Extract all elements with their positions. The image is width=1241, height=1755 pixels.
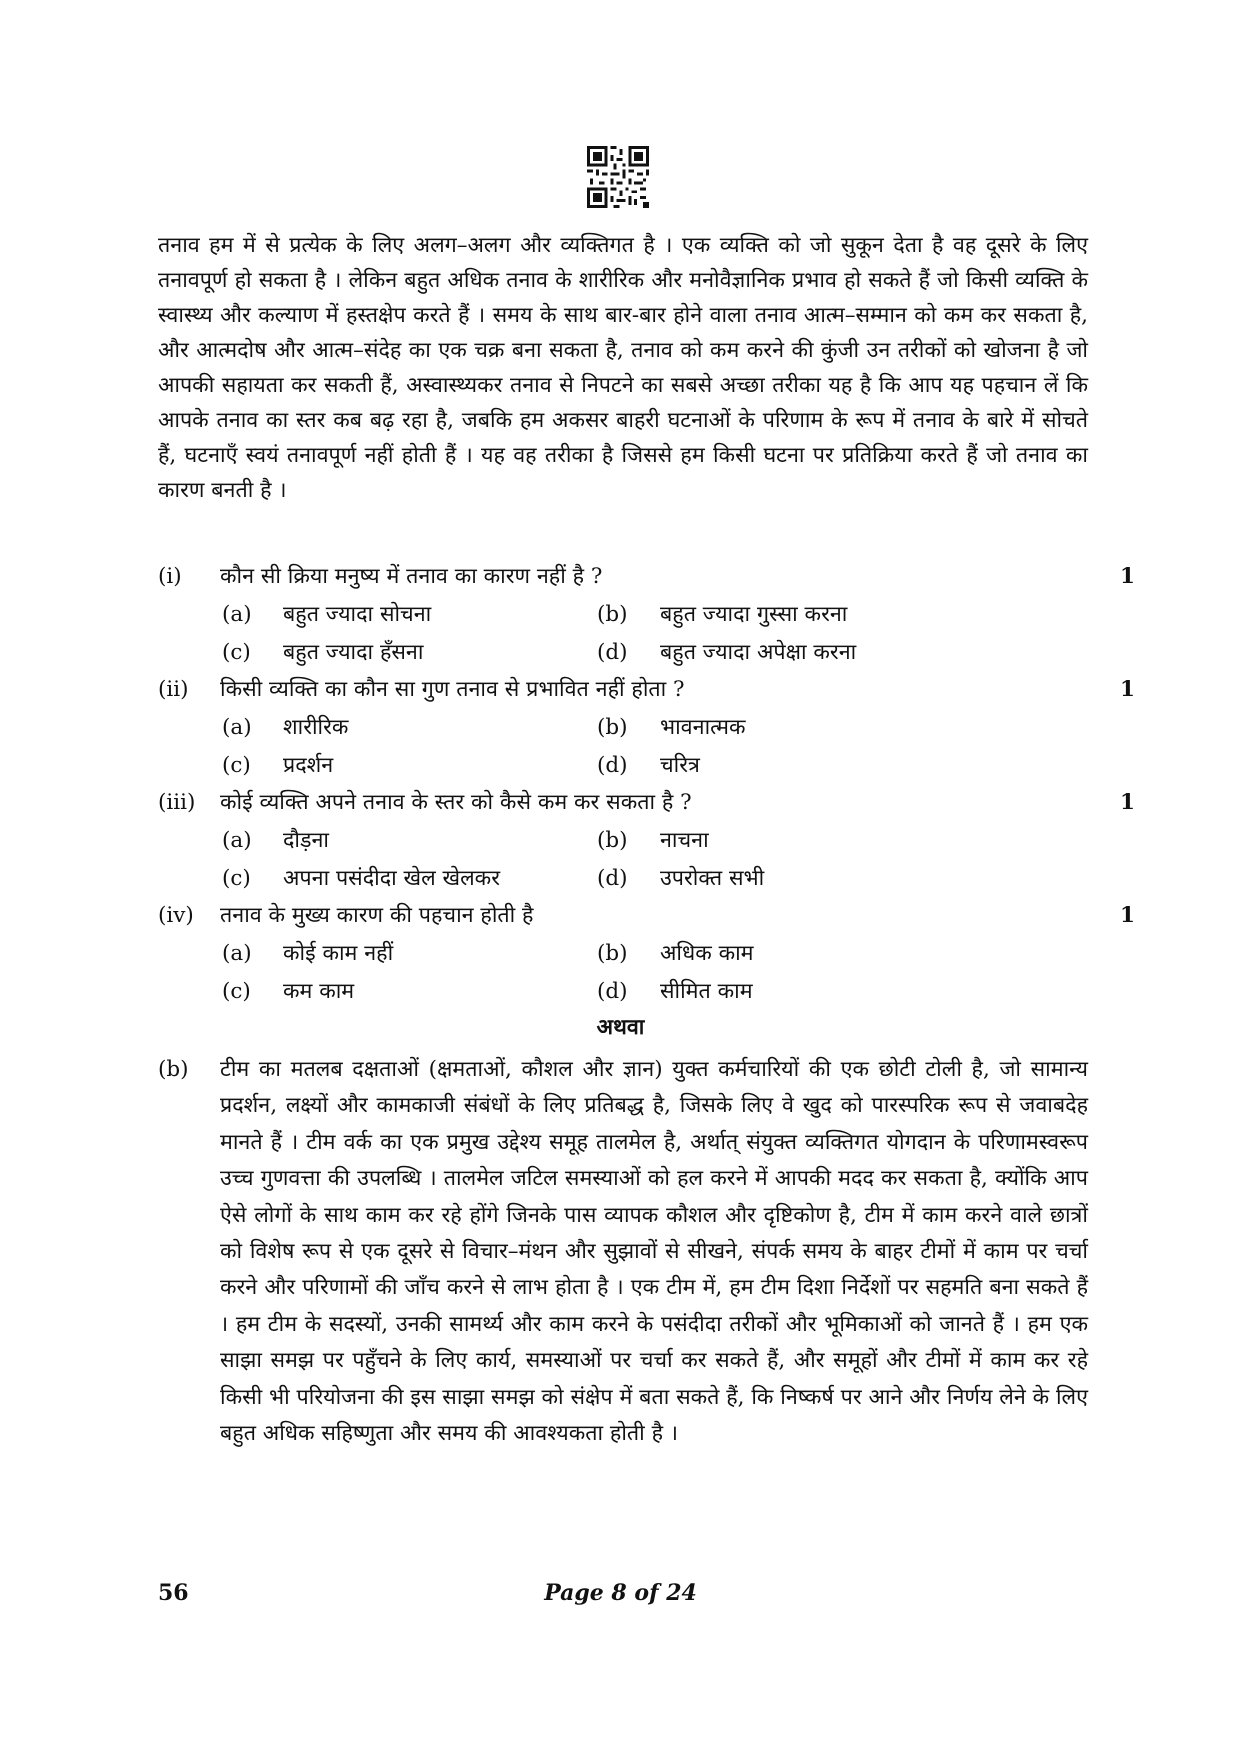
question-text: कौन सी क्रिया मनुष्य में तनाव का कारण नहीं है ? — [220, 564, 603, 589]
question-number: (i) — [158, 564, 182, 589]
qr-code-icon — [587, 146, 649, 208]
option-text: कम काम — [283, 979, 355, 1004]
option-text: बहुत ज्यादा गुस्सा करना — [660, 602, 848, 627]
option-text: उपरोक्त सभी — [660, 866, 765, 891]
option-text: नाचना — [660, 828, 709, 853]
section-b-text: टीम का मतलब दक्षताओं (क्षमताओं, कौशल और ज्ञान) युक्त कर्मचारियों की एक छोटी टोली है, जो सामान्य प्रदर्शन, लक्ष्यों और कामकाजी संबंधों के लिए प्रतिबद्ध है, जिसके लिए वे खुद को पारस्परिक रूप से जवाबदेह मानते हैं । टीम वर्क का एक प्रमुख उद्देश्य समूह तालमेल है, अर्थात् संयुक्त व्यक्तिगत योगदान के परिणामस्वरूप उच्च गुणवत्ता की उपलब्धि । तालमेल जटिल समस्याओं को हल करने में आपकी मदद कर सकता है, क्योंकि आप ऐसे लोगों के साथ काम कर रहे होंगे जिनके पास व्यापक कौशल और दृष्टिकोण है, टीम में काम करने वाले छात्रों को विशेष रूप से एक दूसरे से विचार–मंथन और सुझावों से सीखने, संपर्क समय के बाहर टीमों में काम पर चर्चा करने और परिणामों की जाँच करने से लाभ होता है । एक टीम में, हम टीम दिशा निर्देशों पर सहमति बना सकते हैं । हम टीम के सदस्यों, उनकी सामर्थ्य और काम करने के पसंदीदा तरीकों और भूमिकाओं को जानते हैं । हम एक साझा समझ पर पहुँचने के लिए कार्य, समस्याओं पर चर्चा कर सकते हैं, और समूहों और टीमों में काम कर रहे किसी भी परियोजना की इस साझा समझ को संक्षेप में बता सकते हैं, कि निष्कर्ष पर आने और निर्णय लेने के लिए बहुत अधिक सहिष्णुता और समय की आवश्यकता होती है । — [220, 1057, 1088, 1447]
question-number: (ii) — [158, 677, 189, 702]
passage-text: तनाव हम में से प्रत्येक के लिए अलग–अलग और व्यक्तिगत है । एक व्यक्ति को जो सुकून देता है वह दूसरे के लिए तनावपूर्ण हो सकता है । लेकिन बहुत अधिक तनाव के शारीरिक और मनोवैज्ञानिक प्रभाव हो सकते हैं जो किसी व्यक्ति के स्वास्थ्य और कल्याण में हस्तक्षेप करते हैं । समय के साथ बार-बार होने वाला तनाव आत्म–सम्मान को कम कर सकता है, और आत्मदोष और आत्म–संदेह का एक चक्र बना सकता है, तनाव को कम करने की कुंजी उन तरीकों को खोजना है जो आपकी सहायता कर सकती हैं, अस्वास्थ्यकर तनाव से निपटने का सबसे अच्छा तरीका यह है कि आप यह पहचान लें कि आपके तनाव का स्तर कब बढ़ रहा है, जबकि हम अकसर बाहरी घटनाओं के परिणाम के रूप में तनाव के बारे में सोचते हैं, घटनाएँ स्वयं तनावपूर्ण नहीं होती हैं । यह वह तरीका है जिससे हम किसी घटना पर प्रतिक्रिया करते हैं जो तनाव का कारण बनती है । — [158, 233, 1088, 503]
option-text: अधिक काम — [660, 941, 754, 966]
option-label: (a) — [222, 715, 252, 740]
option-label: (a) — [222, 828, 252, 853]
question-text: कोई व्यक्ति अपने तनाव के स्तर को कैसे कम कर सकता है ? — [220, 790, 692, 815]
option-text: दौड़ना — [283, 828, 329, 853]
question-marks: 1 — [1120, 677, 1135, 702]
option-text: प्रदर्शन — [283, 753, 334, 778]
section-b-label: (b) — [158, 1057, 189, 1082]
option-text: शारीरिक — [283, 715, 349, 740]
option-label: (c) — [222, 640, 251, 665]
option-text: कोई काम नहीं — [283, 941, 394, 966]
option-text: अपना पसंदीदा खेल खेलकर — [283, 866, 500, 891]
option-label: (b) — [597, 715, 628, 740]
option-label: (a) — [222, 941, 252, 966]
or-heading: अथवा — [596, 1015, 645, 1040]
option-label: (b) — [597, 941, 628, 966]
paper-code: 56 — [158, 1580, 189, 1606]
option-label: (d) — [597, 979, 628, 1004]
option-label: (d) — [597, 866, 628, 891]
question-number: (iv) — [158, 903, 194, 928]
option-text: चरित्र — [660, 753, 700, 778]
page-indicator: Page 8 of 24 — [544, 1580, 697, 1606]
option-text: बहुत ज्यादा हँसना — [283, 640, 424, 665]
question-number: (iii) — [158, 790, 196, 815]
option-text: सीमित काम — [660, 979, 753, 1004]
option-label: (c) — [222, 753, 251, 778]
option-label: (b) — [597, 828, 628, 853]
option-label: (c) — [222, 979, 251, 1004]
question-text: किसी व्यक्ति का कौन सा गुण तनाव से प्रभावित नहीं होता ? — [220, 677, 685, 702]
question-marks: 1 — [1120, 790, 1135, 815]
option-label: (a) — [222, 602, 252, 627]
option-label: (c) — [222, 866, 251, 891]
option-text: बहुत ज्यादा अपेक्षा करना — [660, 640, 857, 665]
option-text: बहुत ज्यादा सोचना — [283, 602, 432, 627]
option-text: भावनात्मक — [660, 715, 746, 740]
option-label: (d) — [597, 753, 628, 778]
option-label: (b) — [597, 602, 628, 627]
option-label: (d) — [597, 640, 628, 665]
question-marks: 1 — [1120, 564, 1135, 589]
question-text: तनाव के मुख्य कारण की पहचान होती है — [220, 903, 534, 928]
question-marks: 1 — [1120, 903, 1135, 928]
